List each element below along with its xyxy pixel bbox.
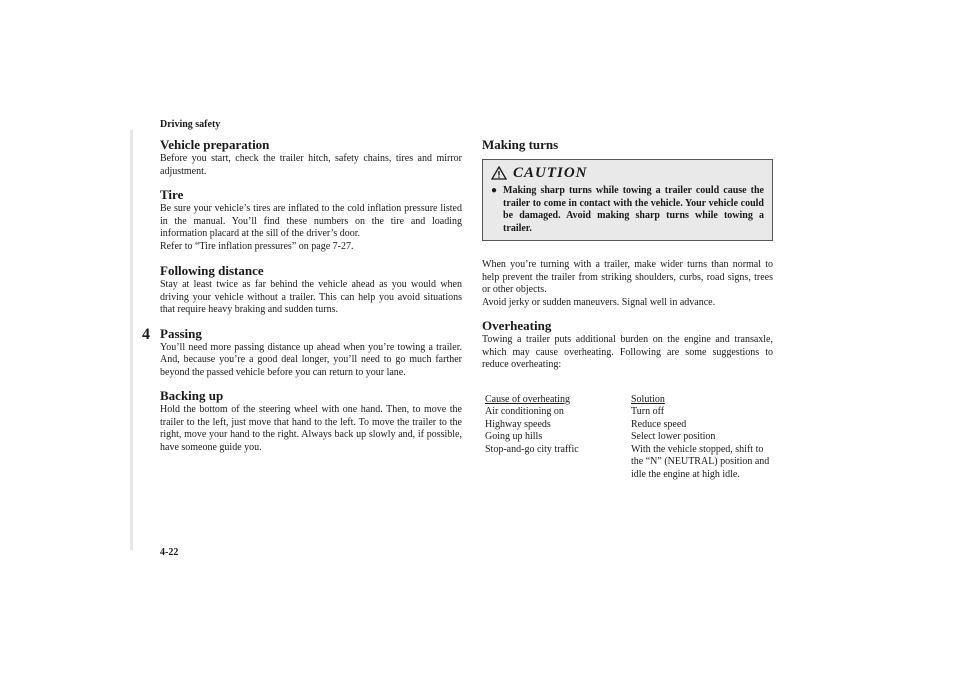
caution-item bbox=[491, 185, 764, 235]
section-body: When you’re turning with a trailer, make wider turns than normal to help prevent the trailer from striking shoulders, curbs, road signs, trees or other objects. bbox=[482, 259, 773, 295]
section-body: Before you start, check the trailer hitch, safety chains, tires and mirror adjustment. bbox=[160, 153, 462, 177]
caution-header bbox=[491, 164, 764, 182]
caution-box bbox=[482, 159, 773, 241]
section-backing-up bbox=[160, 388, 462, 454]
table-cell: Highway speeds bbox=[485, 418, 551, 430]
table-cell: Stop-and-go city traffic bbox=[485, 443, 579, 455]
table-cell: Going up hills bbox=[485, 431, 543, 442]
section-body: You’ll need more passing distance up ahead when you’re towing a trailer. And, because you’re a good deal longer, you’ll need to go much farther beyond the passed vehicle before you can return to your lane. bbox=[160, 341, 462, 378]
section-heading: Making turns bbox=[482, 137, 559, 152]
table-header-cell: Solution bbox=[631, 393, 665, 405]
table-cell: Reduce speed bbox=[631, 418, 687, 430]
section-body: Hold the bottom of the steering wheel with one hand. Then, to move the trailer to the left, just move that hand to the left. To move the trailer to the right, move your hand to the right. Always back up slowly and, if possible, have someone guide you. bbox=[160, 404, 462, 453]
table-cell: With the vehicle stopped, shift to the “N” (NEUTRAL) position and idle the engine at high idle. bbox=[631, 443, 770, 480]
section-header: Driving safety bbox=[160, 119, 221, 130]
table-cell: Select lower position bbox=[631, 431, 716, 442]
section-vehicle-preparation bbox=[160, 137, 462, 178]
table-cell: Air conditioning on bbox=[485, 406, 564, 417]
right-column bbox=[482, 137, 773, 490]
caution-text: Making sharp turns while towing a trailer could cause the trailer to come in contact with the vehicle. Your vehicle could be damaged. Avoid making sharp turns while towing a trailer. bbox=[503, 185, 764, 234]
caution-title: CAUTION bbox=[513, 164, 588, 181]
table-row bbox=[482, 419, 772, 432]
table-row bbox=[482, 431, 772, 444]
section-heading: Backing up bbox=[160, 388, 224, 403]
section-heading: Tire bbox=[160, 187, 184, 202]
left-column bbox=[160, 137, 462, 463]
chapter-tab-number: 4 bbox=[142, 326, 150, 343]
overheating-table bbox=[482, 394, 772, 482]
section-tire bbox=[160, 187, 462, 253]
section-heading: Following distance bbox=[160, 263, 264, 278]
section-heading: Vehicle preparation bbox=[160, 137, 270, 152]
section-heading: Overheating bbox=[482, 318, 552, 333]
section-following-distance bbox=[160, 263, 462, 317]
chapter-side-rule bbox=[130, 130, 133, 550]
page-number: 4-22 bbox=[160, 547, 179, 558]
section-heading: Passing bbox=[160, 325, 202, 341]
warning-triangle-icon bbox=[491, 166, 507, 180]
table-header-row bbox=[482, 394, 772, 407]
section-body-2: Avoid jerky or sudden maneuvers. Signal well in advance. bbox=[482, 296, 716, 308]
section-body: Stay at least twice as far behind the vehicle ahead as you would when driving your vehicle without a trailer. This can help you avoid situations that require heavy braking and sudden turns. bbox=[160, 279, 462, 315]
table-cell: Turn off bbox=[631, 406, 665, 417]
section-making-turns bbox=[482, 137, 773, 309]
table-row bbox=[482, 444, 772, 482]
section-body: Be sure your vehicle’s tires are inflated to the cold inflation pressure listed in the manual. You’ll find these numbers on the tire and loading information placard at the sill of the driver’s door. bbox=[160, 203, 462, 239]
section-reference: Refer to “Tire inflation pressures” on page 7-27. bbox=[160, 240, 354, 252]
section-passing bbox=[160, 326, 462, 380]
section-body: Towing a trailer puts additional burden on the engine and transaxle, which may cause overheating. Following are some suggestions to reduce overheating: bbox=[482, 334, 773, 370]
section-overheating bbox=[482, 318, 773, 481]
table-row bbox=[482, 406, 772, 419]
table-header-cell: Cause of overheating bbox=[485, 393, 570, 405]
bullet-icon: ● bbox=[491, 185, 498, 196]
